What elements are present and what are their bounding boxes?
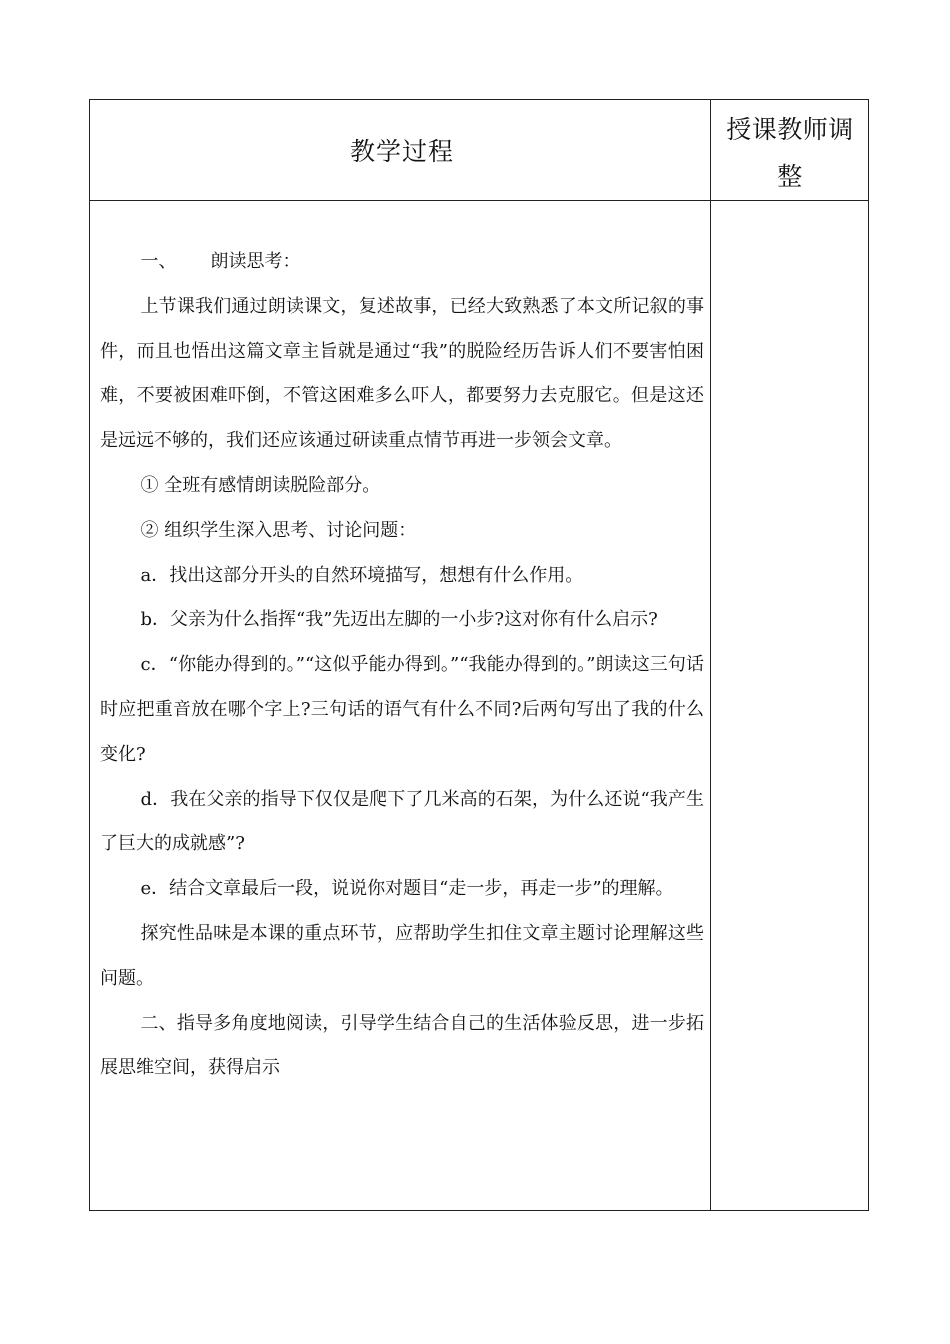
question-e: e．结合文章最后一段，说说你对题目“走一步，再走一步”的理解。 [140,878,674,900]
lesson-table [89,99,869,1211]
question-d: d．我在父亲的指导下仅仅是爬下了几米高的石架，为什么还说“我产生了巨大的成就感”? [100,788,704,855]
table-header-row [90,100,868,201]
question-b: b．父亲为什么指挥“我”先迈出左脚的一小步?这对你有什么启示? [140,609,658,631]
teacher-adjustment-header: 授课教师调整 [726,115,854,191]
column-divider [710,100,711,1210]
section-one-number: 一、 [140,251,177,272]
question-c: c．“你能办得到的。”“这似乎能办得到。”“我能办得到的。”朗读这三句话时应把重音放在哪个字上?三句话的语气有什么不同?后两句写出了我的什么变化? [100,654,704,765]
step-discussion: ② 组织学生深入思考、讨论问题： [140,519,417,541]
question-a: a．找出这部分开头的自然环境描写，想想有什么作用。 [140,564,584,586]
paragraph-key-point: 探究性品味是本课的重点环节，应帮助学生扣住文章主题讨论理解这些问题。 [100,922,704,989]
teaching-process-header [90,100,710,200]
step-read-aloud: ① 全班有感情朗读脱险部分。 [140,474,381,496]
section-two-heading: 二、指导多角度地阅读，引导学生结合自己的生活体验反思，进一步拓展思维空间，获得启示 [100,1012,704,1079]
section-one-title: 朗读思考： [210,251,301,272]
teaching-process-title: 教学过程 [349,137,454,166]
teaching-process-content [100,240,704,1091]
section-one-heading [100,240,704,285]
paragraph-review: 上节课我们通过朗读课文，复述故事，已经大致熟悉了本文所记叙的事件，而且也悟出这篇文章主旨就是通过“我”的脱险经历告诉人们不要害怕困难，不要被困难吓倒，不管这困难多么吓人，都要努力去克服它。但是这还是远远不够的，我们还应该通过研读重点情节再进一步领会文章。 [100,295,704,452]
